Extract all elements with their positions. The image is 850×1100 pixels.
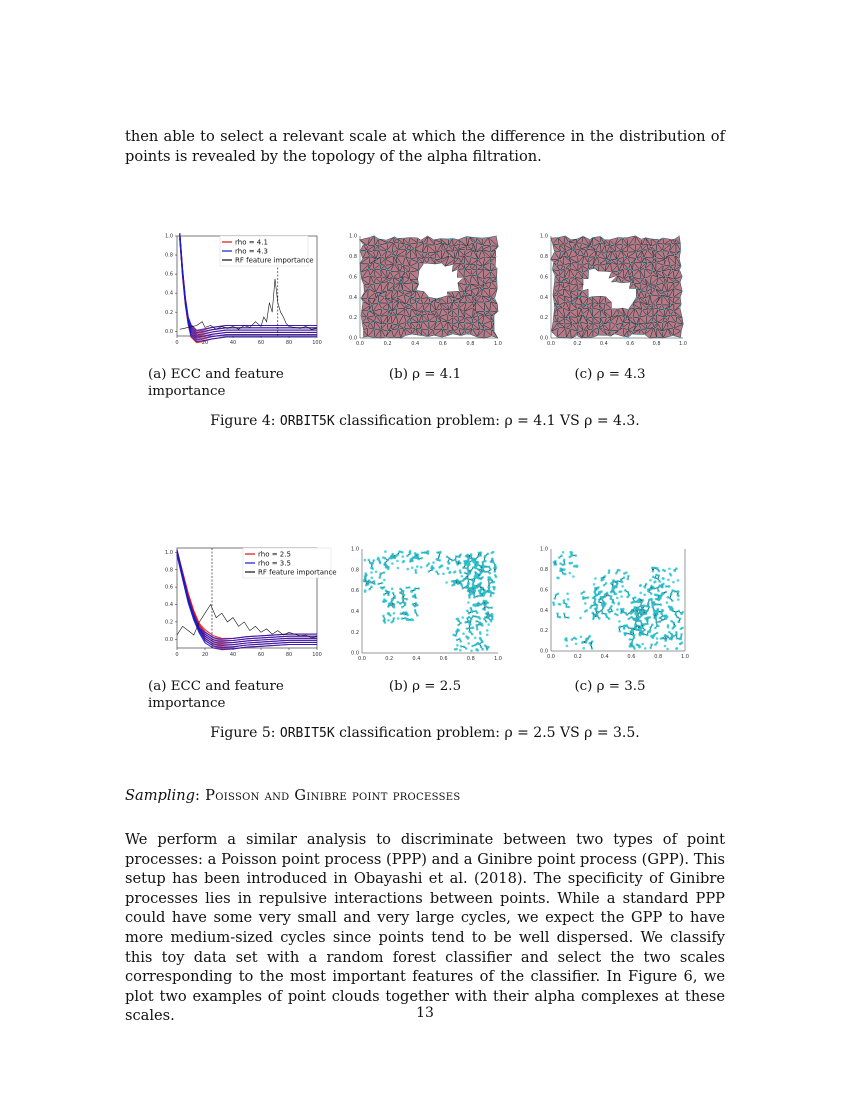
y-tick-label: 0.4 bbox=[165, 290, 173, 297]
triangulation bbox=[551, 236, 683, 338]
fig4-subcaption-a: (a) ECC and feature importance bbox=[148, 367, 284, 399]
y-tick-label: 1.0 bbox=[165, 233, 173, 240]
y-tick-label: 0.2 bbox=[165, 309, 173, 316]
x-tick-label: 100 bbox=[312, 340, 322, 346]
x-tick-label: 0.2 bbox=[573, 654, 582, 660]
fig5-subcaption-c: (c) ρ = 3.5 bbox=[574, 679, 646, 694]
y-tick-label: 0.6 bbox=[540, 587, 548, 594]
x-tick-label: 20 bbox=[201, 340, 209, 346]
y-tick-label: 0.4 bbox=[165, 602, 173, 609]
y-tick-label: 1.0 bbox=[540, 233, 548, 240]
fig5-caption: Figure 5: ORBIT5K classification problem: ρ = 2.5 VS ρ = 3.5. bbox=[210, 725, 640, 741]
x-tick-label: 0.8 bbox=[654, 654, 663, 660]
x-tick-label: 0.2 bbox=[573, 341, 582, 347]
y-tick-label: 0.0 bbox=[165, 328, 173, 335]
y-tick-label: 1.0 bbox=[351, 546, 359, 553]
y-tick-label: 0.0 bbox=[165, 636, 173, 643]
fig5-ecc-chart bbox=[147, 540, 337, 665]
y-tick-label: 0.6 bbox=[351, 588, 359, 595]
legend-label: rho = 4.3 bbox=[235, 247, 268, 256]
y-tick-label: 0.8 bbox=[540, 254, 548, 260]
fig5-subcaption-a: (a) ECC and feature importance bbox=[148, 679, 284, 711]
x-tick-label: 60 bbox=[257, 652, 265, 658]
intro-paragraph: then able to select a relevant scale at which the difference in the distribution of points is revealed by the topology of the alpha filtration. bbox=[125, 128, 725, 165]
fig4-ecc-chart bbox=[147, 228, 322, 353]
y-tick-label: 0.2 bbox=[540, 315, 548, 322]
x-tick-label: 0.0 bbox=[547, 341, 555, 347]
legend-label: rho = 4.1 bbox=[235, 238, 268, 247]
x-tick-label: 100 bbox=[312, 652, 322, 658]
x-tick-label: 0 bbox=[175, 340, 179, 346]
y-tick-label: 0.8 bbox=[165, 567, 173, 574]
y-tick-label: 0.6 bbox=[165, 271, 173, 278]
y-tick-label: 0.2 bbox=[165, 619, 173, 626]
x-tick-label: 20 bbox=[201, 652, 209, 658]
x-tick-label: 1.0 bbox=[494, 341, 502, 347]
fig5-subcaption-b: (b) ρ = 2.5 bbox=[388, 679, 462, 694]
x-tick-label: 0.4 bbox=[411, 341, 420, 347]
fig4-alpha-complex-rho43 bbox=[537, 232, 687, 350]
x-tick-label: 0.2 bbox=[385, 656, 394, 662]
x-tick-label: 0.6 bbox=[626, 341, 635, 347]
x-tick-label: 0.6 bbox=[627, 654, 636, 660]
x-tick-label: 0.4 bbox=[412, 656, 421, 662]
y-tick-label: 0.2 bbox=[351, 629, 359, 636]
x-tick-label: 80 bbox=[285, 652, 293, 658]
x-tick-label: 0.2 bbox=[383, 341, 392, 347]
y-tick-label: 0.4 bbox=[349, 294, 357, 301]
y-tick-label: 1.0 bbox=[540, 546, 548, 553]
x-tick-label: 0.0 bbox=[356, 341, 364, 347]
x-tick-label: 0.6 bbox=[439, 656, 448, 662]
body-paragraph: We perform a similar analysis to discriminate between two types of point processes: a Poisson point process (PPP) and a Ginibre point process (GPP). This setup has been introduced in Obayashi et al. (2018). The specificity of Ginibre processes lies in repulsive interactions between points. While a standard PPP could have some very small and very large cycles, we expect the GPP to have more medium-sized cycles since points tend to be well dispersed. We classify this toy data set with a random forest classifier and select the two scales corresponding to the most important features of the classifier. In Figure 6, we plot two examples of point clouds together with their alpha complexes at these scales. bbox=[125, 831, 725, 1025]
x-tick-label: 1.0 bbox=[494, 656, 502, 662]
x-tick-label: 40 bbox=[229, 652, 237, 658]
x-tick-label: 1.0 bbox=[681, 654, 689, 660]
y-tick-label: 1.0 bbox=[165, 549, 173, 556]
y-tick-label: 0.8 bbox=[165, 252, 173, 259]
x-tick-label: 0.6 bbox=[438, 341, 447, 347]
x-tick-label: 0.4 bbox=[600, 654, 609, 660]
fig4-subcaption-c: (c) ρ = 4.3 bbox=[574, 367, 646, 382]
y-tick-label: 0.0 bbox=[349, 335, 357, 342]
y-tick-label: 0.0 bbox=[540, 335, 548, 342]
y-tick-label: 0.8 bbox=[349, 254, 357, 260]
y-tick-label: 0.4 bbox=[540, 607, 548, 614]
page-number: 13 bbox=[416, 1005, 434, 1021]
section-heading: Sampling: Poisson and Ginibre point processes bbox=[125, 787, 461, 804]
x-tick-label: 0.0 bbox=[358, 656, 366, 662]
x-tick-label: 1.0 bbox=[679, 341, 687, 347]
y-tick-label: 0.0 bbox=[540, 648, 548, 655]
fig4-subcaption-b: (b) ρ = 4.1 bbox=[388, 367, 462, 382]
importance-line bbox=[180, 279, 317, 329]
x-tick-label: 0.8 bbox=[466, 341, 475, 347]
y-tick-label: 0.8 bbox=[540, 567, 548, 573]
legend-label: rho = 2.5 bbox=[258, 550, 291, 559]
x-tick-label: 40 bbox=[229, 340, 237, 346]
y-tick-label: 0.6 bbox=[165, 584, 173, 591]
x-tick-label: 0 bbox=[175, 652, 179, 658]
y-tick-label: 0.4 bbox=[540, 294, 548, 301]
point-cloud bbox=[552, 551, 684, 651]
x-tick-label: 60 bbox=[257, 340, 265, 346]
legend-label: RF feature importance bbox=[258, 568, 337, 577]
fig5-alpha-complex-rho35 bbox=[537, 545, 689, 667]
y-tick-label: 0.6 bbox=[349, 274, 357, 281]
legend-label: RF feature importance bbox=[235, 256, 314, 265]
y-tick-label: 0.6 bbox=[540, 274, 548, 281]
x-tick-label: 0.8 bbox=[652, 341, 661, 347]
y-tick-label: 0.4 bbox=[351, 609, 359, 615]
x-tick-label: 0.0 bbox=[547, 654, 555, 660]
y-tick-label: 0.8 bbox=[351, 567, 359, 574]
y-tick-label: 0.2 bbox=[349, 315, 357, 322]
x-tick-label: 0.8 bbox=[466, 656, 475, 662]
fig4-alpha-complex-rho41 bbox=[342, 232, 502, 350]
y-tick-label: 1.0 bbox=[349, 233, 357, 240]
fig4-caption: Figure 4: ORBIT5K classification problem: ρ = 4.1 VS ρ = 4.3. bbox=[210, 413, 640, 429]
triangulation bbox=[360, 236, 498, 338]
x-tick-label: 0.4 bbox=[599, 341, 608, 347]
point-cloud bbox=[363, 550, 498, 652]
fig5-alpha-complex-rho25 bbox=[342, 545, 502, 667]
x-tick-label: 80 bbox=[285, 340, 293, 346]
legend-label: rho = 3.5 bbox=[258, 559, 291, 568]
y-tick-label: 0.2 bbox=[540, 628, 548, 635]
y-tick-label: 0.0 bbox=[351, 650, 359, 657]
